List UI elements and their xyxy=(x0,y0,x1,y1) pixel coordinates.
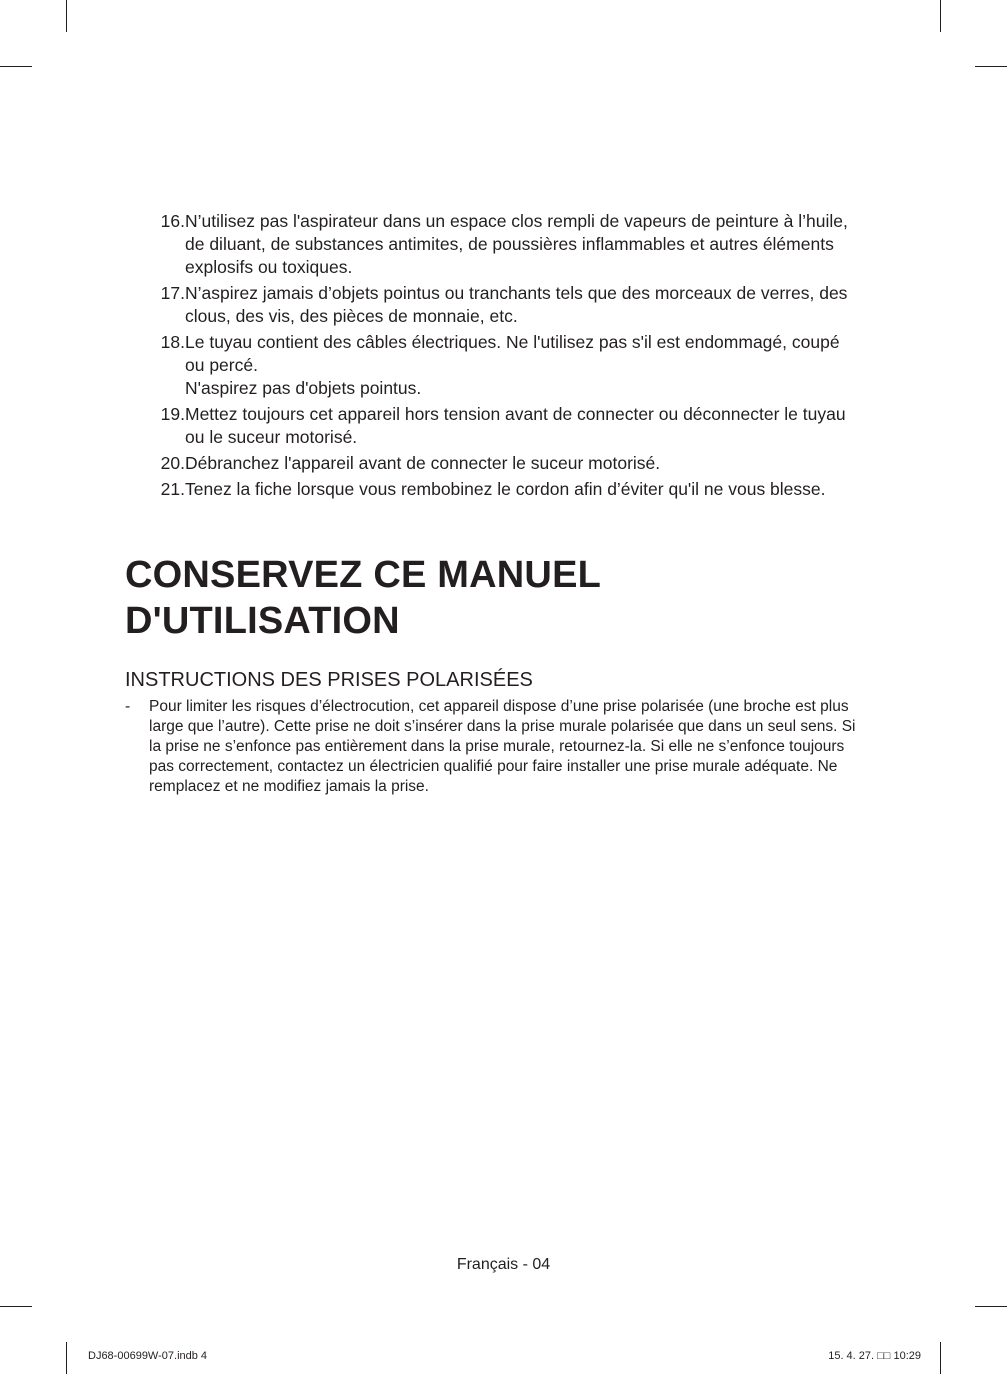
crop-mark-right-bottom xyxy=(975,1306,1007,1307)
bullet-text xyxy=(149,697,885,797)
list-item-text xyxy=(185,331,890,400)
list-item xyxy=(150,282,890,328)
list-item-line: N’utilisez pas l'aspirateur dans un espace clos rempli de vapeurs de peinture à l’huile, xyxy=(185,211,848,231)
crop-mark-right-top xyxy=(975,66,1007,67)
crop-mark-bottom-left xyxy=(66,1342,67,1374)
list-item-line: de diluant, de substances antimites, de poussières inflammables et autres éléments xyxy=(185,234,834,254)
list-item-text xyxy=(185,282,890,328)
list-item-number: 18. xyxy=(160,332,185,352)
page-number: Français - 04 xyxy=(456,1256,551,1273)
list-item-line: Tenez la fiche lorsque vous rembobinez le cordon afin d’éviter qu'il ne vous blesse. xyxy=(185,479,826,499)
bullet-line: large que l’autre). Cette prise ne doit s’insérer dans la prise murale polarisée que dans un seul sens. Si xyxy=(149,718,856,735)
bullet-line: pas correctement, contactez un électricien qualifié pour faire installer une prise murale adéquate. Ne xyxy=(149,758,838,775)
list-item-number: 19. xyxy=(160,404,185,424)
list-item-line: Mettez toujours cet appareil hors tension avant de connecter ou déconnecter le tuyau xyxy=(185,404,846,424)
list-item xyxy=(150,478,890,501)
print-slug-timestamp: 15. 4. 27. □□ 10:29 xyxy=(828,1350,921,1362)
list-item-number: 16. xyxy=(160,211,185,231)
list-item-line: Le tuyau contient des câbles électriques. Ne l'utilisez pas s'il est endommagé, coupé xyxy=(185,332,840,352)
bullet-line: la prise ne s’enfonce pas entièrement dans la prise murale, retournez-la. Si elle ne s’enfonce toujours xyxy=(149,738,845,755)
list-item-text xyxy=(185,478,890,501)
list-item-line: N’aspirez jamais d’objets pointus ou tranchants tels que des morceaux de verres, des xyxy=(185,283,848,303)
polarized-plug-instructions xyxy=(125,697,885,797)
list-item-number: 21. xyxy=(160,479,185,499)
list-item-line: ou le suceur motorisé. xyxy=(185,427,358,447)
bullet-line: remplacez et ne modifiez jamais la prise. xyxy=(149,778,429,795)
section-heading-line: CONSERVEZ CE MANUEL xyxy=(125,554,602,596)
list-item-line: N'aspirez pas d'objets pointus. xyxy=(185,378,422,398)
bullet-line: Pour limiter les risques d’électrocution, cet appareil dispose d’une prise polarisée (une broche est plus xyxy=(149,698,849,715)
bullet-marker: - xyxy=(125,698,131,715)
crop-mark-bottom-right xyxy=(940,1342,941,1374)
list-item xyxy=(150,331,890,400)
crop-mark-top-right xyxy=(940,0,941,32)
crop-mark-left-bottom xyxy=(0,1306,32,1307)
list-item xyxy=(150,452,890,475)
list-item xyxy=(150,403,890,449)
list-item-number: 17. xyxy=(160,283,185,303)
crop-mark-top-left xyxy=(66,0,67,32)
section-heading xyxy=(125,552,601,644)
list-item xyxy=(150,210,890,279)
list-item-line: clous, des vis, des pièces de monnaie, etc. xyxy=(185,306,518,326)
list-item-number: 20. xyxy=(160,453,185,473)
list-item-text xyxy=(185,210,890,279)
list-item-text xyxy=(185,403,890,449)
section-heading-line: D'UTILISATION xyxy=(125,600,400,642)
list-item-text xyxy=(185,452,890,475)
list-item-line: explosifs ou toxiques. xyxy=(185,257,353,277)
subsection-heading: INSTRUCTIONS DES PRISES POLARISÉES xyxy=(125,669,533,691)
print-slug-filename: DJ68-00699W-07.indb 4 xyxy=(88,1350,208,1362)
list-item-line: Débranchez l'appareil avant de connecter le suceur motorisé. xyxy=(185,453,661,473)
list-item-line: ou percé. xyxy=(185,355,258,375)
safety-instructions-list xyxy=(150,210,890,504)
crop-mark-left-top xyxy=(0,66,32,67)
